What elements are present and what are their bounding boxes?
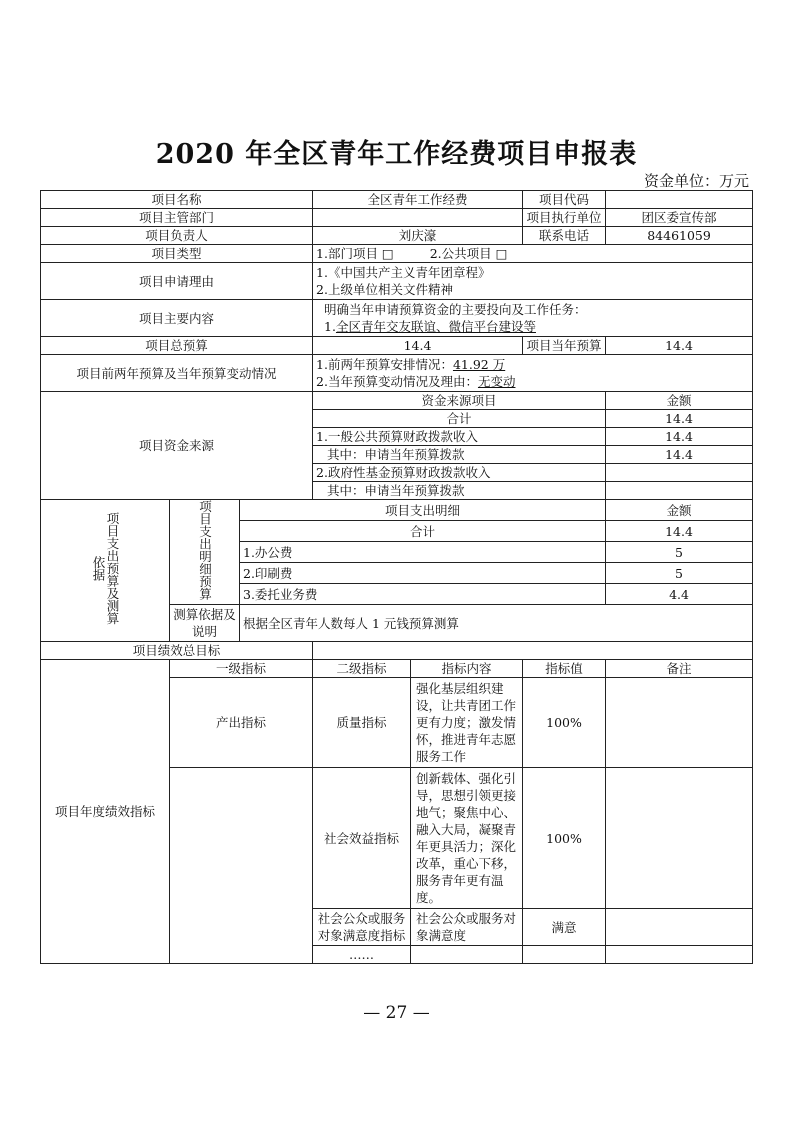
change-value (313, 355, 753, 392)
expense-amount: 5 (606, 563, 753, 584)
row-total-budget (41, 337, 753, 355)
exec-label: 项目执行单位 (523, 209, 606, 227)
type-options (313, 245, 753, 263)
indicator-col-level1: 一级指标 (170, 660, 313, 678)
goal-value (313, 642, 753, 660)
funding-item: 其中：申请当年预算拨款 (313, 446, 606, 464)
expense-item: 2.印刷费 (240, 563, 606, 584)
expense-outer-label (41, 500, 170, 642)
application-form (40, 190, 753, 964)
name-value: 全区青年工作经费 (313, 191, 523, 209)
funding-amount: 14.4 (606, 428, 753, 446)
expense-header-row (41, 500, 753, 521)
type-option-department[interactable]: 1.部门项目 □ (316, 246, 394, 261)
current-value: 14.4 (606, 337, 753, 355)
expense-amount: 4.4 (606, 584, 753, 605)
indicator-col-content: 指标内容 (411, 660, 523, 678)
reason-label: 项目申请理由 (41, 263, 313, 300)
expense-inner-label (170, 500, 240, 605)
indicator-col-note: 备注 (606, 660, 753, 678)
goal-label: 项目绩效总目标 (41, 642, 313, 660)
content-label: 项目主要内容 (41, 300, 313, 337)
page-title: 2020 年全区青年工作经费项目申报表 (155, 139, 638, 170)
content-line-1: 明确当年申请预算资金的主要投向及工作任务： (324, 302, 587, 317)
row-reason (41, 263, 753, 300)
funding-col-item: 资金来源项目 (313, 392, 606, 410)
change-2-prefix: 2.当年预算变动情况及理由： (316, 374, 478, 389)
funding-item: 其中：申请当年预算拨款 (313, 482, 606, 500)
dept-value (313, 209, 523, 227)
code-label: 项目代码 (523, 191, 606, 209)
indicator-value (523, 946, 606, 964)
indicator-value: 100% (523, 678, 606, 768)
expense-item: 1.办公费 (240, 542, 606, 563)
indicator-value: 满意 (523, 909, 606, 946)
indicator-content (411, 946, 523, 964)
funding-amount (606, 482, 753, 500)
funding-item: 2.政府性基金预算财政拨款收入 (313, 464, 606, 482)
change-1-value: 41.92 万 (452, 357, 506, 372)
funding-col-amount: 金额 (606, 392, 753, 410)
indicator-col-value: 指标值 (523, 660, 606, 678)
expense-col-item: 项目支出明细 (240, 500, 606, 521)
indicator-note (606, 768, 753, 909)
row-type (41, 245, 753, 263)
content-line-2: 全区青年交友联谊、微信平台建设等 (335, 319, 536, 334)
dept-label: 项目主管部门 (41, 209, 313, 227)
row-budget-change (41, 355, 753, 392)
code-value (606, 191, 753, 209)
indicator-content: 强化基层组织建设，让共青团工作更有力度；激发情怀，推进青年志愿服务工作 (411, 678, 523, 768)
change-2-value: 无变动 (477, 374, 516, 389)
indicator-note (606, 946, 753, 964)
expense-item: 合计 (240, 521, 606, 542)
type-label: 项目类型 (41, 245, 313, 263)
owner-label: 项目负责人 (41, 227, 313, 245)
indicator-level1: 产出指标 (170, 678, 313, 768)
name-label: 项目名称 (41, 191, 313, 209)
funding-label: 项目资金来源 (41, 392, 313, 500)
basis-value: 根据全区青年人数每人 1 元钱预算测算 (240, 605, 753, 642)
total-value: 14.4 (313, 337, 523, 355)
funding-amount (606, 464, 753, 482)
total-label: 项目总预算 (41, 337, 313, 355)
indicator-level2: 质量指标 (313, 678, 411, 768)
row-project-name (41, 191, 753, 209)
basis-label: 测算依据及说明 (170, 605, 240, 642)
funding-amount: 14.4 (606, 446, 753, 464)
type-option-public[interactable]: 2.公共项目 □ (429, 246, 508, 261)
expense-amount: 5 (606, 542, 753, 563)
expense-amount: 14.4 (606, 521, 753, 542)
funding-amount: 14.4 (606, 410, 753, 428)
indicator-level2: …… (313, 946, 411, 964)
funding-item: 合计 (313, 410, 606, 428)
indicator-note (606, 678, 753, 768)
indicator-header-row (41, 660, 753, 678)
expense-item: 3.委托业务费 (240, 584, 606, 605)
change-label: 项目前两年预算及当年预算变动情况 (41, 355, 313, 392)
current-label: 项目当年预算 (523, 337, 606, 355)
indicator-level2: 社会效益指标 (313, 768, 411, 909)
currency-unit: 资金单位：万元 (643, 172, 749, 190)
goal-row (41, 642, 753, 660)
expense-inner-label-text: 项目支出明细预算 (197, 500, 213, 600)
funding-item: 1.一般公共预算财政拨款收入 (313, 428, 606, 446)
expense-col-amount: 金额 (606, 500, 753, 521)
reason-line-1: 1.《中国共产主义青年团章程》 (316, 265, 491, 280)
page-number: — 27 — (363, 1003, 430, 1023)
exec-value: 团区委宣传部 (606, 209, 753, 227)
indicator-content: 社会公众或服务对象满意度 (411, 909, 523, 946)
change-1-prefix: 1.前两年预算安排情况： (316, 357, 453, 372)
indicator-label: 项目年度绩效指标 (41, 660, 170, 964)
indicator-value: 100% (523, 768, 606, 909)
owner-value: 刘庆濠 (313, 227, 523, 245)
indicator-level2: 社会公众或服务对象满意度指标 (313, 909, 411, 946)
indicator-level1 (170, 768, 313, 964)
expense-outer-label-text: 项目支出预算及测算依据 (91, 512, 120, 625)
funding-header-row (41, 392, 753, 410)
row-content (41, 300, 753, 337)
reason-line-2: 2.上级单位相关文件精神 (316, 282, 453, 297)
reason-value (313, 263, 753, 300)
phone-label: 联系电话 (523, 227, 606, 245)
content-value (313, 300, 753, 337)
indicator-content: 创新载体、强化引导，思想引领更接地气；聚焦中心、融入大局，凝聚青年更具活力；深化改革，重心下移，服务青年更有温度。 (411, 768, 523, 909)
indicator-col-level2: 二级指标 (313, 660, 411, 678)
content-line-2-prefix: 1. (324, 319, 336, 334)
row-dept (41, 209, 753, 227)
phone-value: 84461059 (606, 227, 753, 245)
indicator-note (606, 909, 753, 946)
row-owner (41, 227, 753, 245)
